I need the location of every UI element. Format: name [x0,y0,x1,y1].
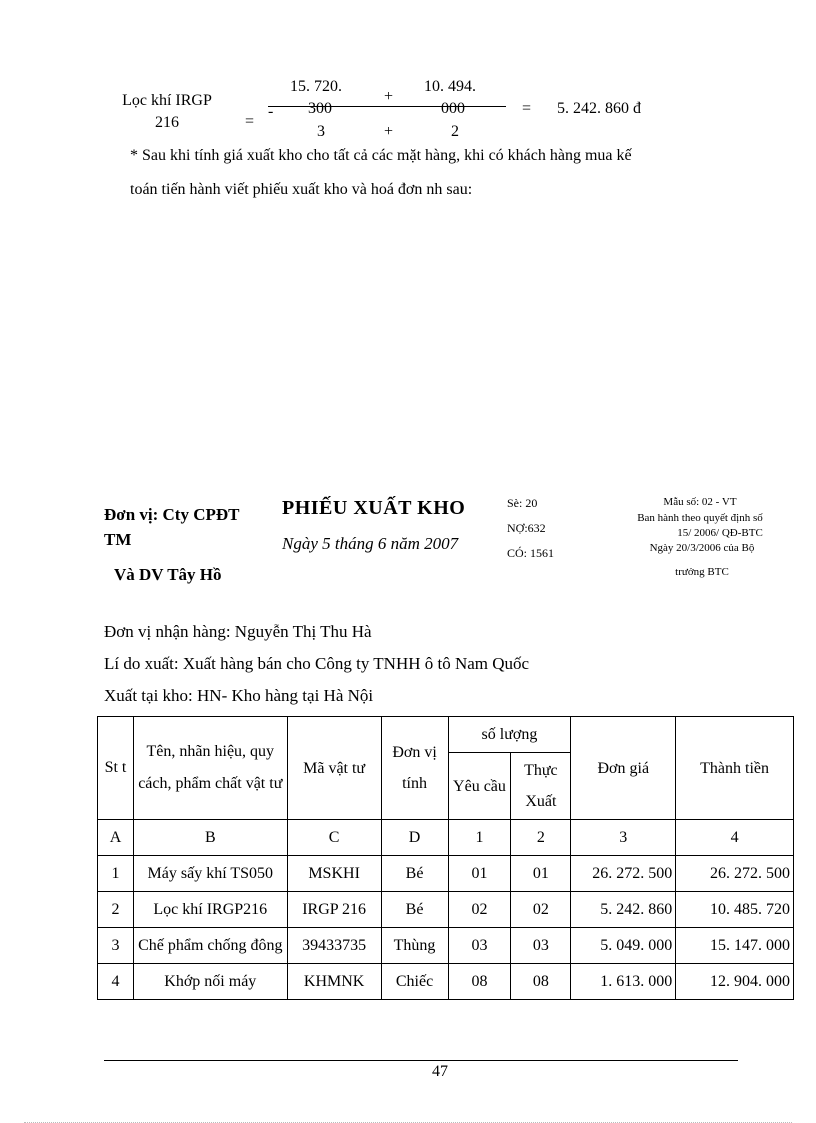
row-actual: 03 [511,928,571,964]
form-code: Mẫu số: 02 - VT [663,496,737,508]
row-requested: 08 [448,964,511,1000]
formula-equals-1: = [245,113,255,130]
row-requested: 01 [448,856,511,892]
letter-cell: 2 [511,820,571,856]
row-unit: Bé [381,892,448,928]
row-total: 15. 147. 000 [676,928,794,964]
page-number: 47 [432,1063,448,1080]
row-stt: 4 [98,964,134,1000]
unit-name-line2: TM [104,530,132,549]
formula-numerator-2b: 000 [441,100,465,117]
unit-name-line1: Đơn vị: Cty CPĐT [104,505,240,524]
row-price: 1. 613. 000 [571,964,676,1000]
row-actual: 02 [511,892,571,928]
header-stt: St t [98,717,134,820]
formula-label-line2: 216 [155,114,179,131]
formula-plus-1: + [384,88,394,105]
issue-table [97,716,794,1000]
header-requested: Yêu cầu [448,753,511,820]
unit-name-line3: Và DV Tây Hồ [114,565,222,584]
row-code: KHMNK [287,964,381,1000]
letter-cell: D [381,820,448,856]
table-row [98,892,794,928]
row-unit: Thùng [381,928,448,964]
formula-label [112,90,222,134]
letter-cell: C [287,820,381,856]
letter-cell: A [98,820,134,856]
form-decision: Ban hành theo quyết định số [637,512,763,524]
slip-date: Ngày 5 tháng 6 năm 2007 [282,534,459,553]
page-title: PHIẾU XUẤT KHO [282,497,466,519]
fraction-line [268,106,506,107]
letter-cell: B [133,820,287,856]
credit-account: CÓ: 1561 [507,546,555,560]
letter-cell: 3 [571,820,676,856]
header-code: Mã vật tư [287,717,381,820]
row-name: Máy sấy khí TS050 [133,856,287,892]
row-actual: 08 [511,964,571,1000]
header-unit: Đơn vị tính [381,717,448,820]
row-code: MSKHI [287,856,381,892]
footer-divider [104,1060,738,1061]
row-requested: 02 [448,892,511,928]
row-name: Chế phẩm chống đông [133,928,287,964]
receiver-line: Đơn vị nhận hàng: Nguyễn Thị Thu Hà [104,622,372,641]
header-total: Thành tiền [676,717,794,820]
row-price: 5. 242. 860 [571,892,676,928]
formula-numerator-1b: 300 [308,100,332,117]
table-header-row [98,717,794,753]
slip-number: Sè: 20 [507,496,538,510]
formula-plus-2: + [384,123,394,140]
row-total: 12. 904. 000 [676,964,794,1000]
paragraph-line-2: toán tiến hành viết phiếu xuất kho và hoá đơn nh sau: [130,181,473,198]
row-unit: Chiếc [381,964,448,1000]
row-name: Lọc khí IRGP216 [133,892,287,928]
formula-dash: - [268,103,274,120]
header-actual: Thực Xuất [511,753,571,820]
row-price: 5. 049. 000 [571,928,676,964]
table-row [98,856,794,892]
table-letter-row [98,820,794,856]
paragraph-line-1: * Sau khi tính giá xuất kho cho tất cả các mặt hàng, khi có khách hàng mua kế [130,147,632,164]
header-price: Đơn giá [571,717,676,820]
letter-cell: 4 [676,820,794,856]
formula-numerator-1: 15. 720. [290,78,342,95]
row-price: 26. 272. 500 [571,856,676,892]
row-unit: Bé [381,856,448,892]
formula-label-line1: Lọc khí IRGP [122,92,212,109]
table-row [98,928,794,964]
formula-equals-2: = [522,100,532,117]
form-decision-number: 15/ 2006/ QĐ-BTC [677,527,763,539]
row-actual: 01 [511,856,571,892]
row-stt: 2 [98,892,134,928]
row-stt: 1 [98,856,134,892]
row-code: IRGP 216 [287,892,381,928]
row-name: Khớp nối máy [133,964,287,1000]
row-stt: 3 [98,928,134,964]
form-decision-date: Ngày 20/3/2006 của Bộ [649,542,755,554]
row-requested: 03 [448,928,511,964]
header-quantity: số lượng [448,717,571,753]
warehouse-line: Xuất tại kho: HN- Kho hàng tại Hà Nội [104,686,374,705]
header-name: Tên, nhãn hiệu, quy cách, phẩm chất vật tư [133,717,287,820]
letter-cell: 1 [448,820,511,856]
reason-line: Lí do xuất: Xuất hàng bán cho Công ty TNHH ô tô Nam Quốc [104,654,530,673]
formula-result: 5. 242. 860 đ [557,100,641,117]
formula-denominator-2: 2 [451,123,459,140]
debit-account: NỢ:632 [507,521,546,535]
formula-denominator-1: 3 [317,123,325,140]
row-code: 39433735 [287,928,381,964]
row-total: 26. 272. 500 [676,856,794,892]
table-row [98,964,794,1000]
form-ministry: trưởng BTC [675,566,729,578]
row-total: 10. 485. 720 [676,892,794,928]
formula-numerator-2: 10. 494. [424,78,476,95]
